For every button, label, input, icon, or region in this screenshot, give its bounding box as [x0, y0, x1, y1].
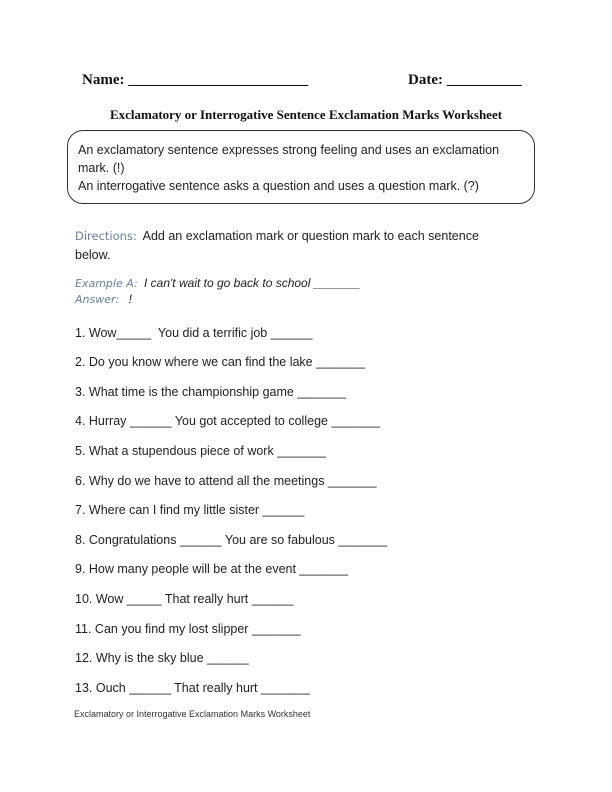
answer-mark: !	[128, 292, 132, 306]
question-3: 3. What time is the championship game _______	[75, 385, 346, 399]
question-4: 4. Hurray ______ You got accepted to college _______	[75, 414, 381, 428]
example-a	[75, 276, 360, 290]
question-9: 9. How many people will be at the event _______	[75, 562, 349, 576]
date-field: Date: __________	[408, 72, 522, 88]
example-label: Example A:	[75, 277, 138, 290]
question-7: 7. Where can I find my little sister ______	[75, 503, 305, 517]
directions-text: Add an exclamation mark or question mark to each sentence below.	[75, 229, 479, 262]
question-5: 5. What a stupendous piece of work _______	[75, 444, 326, 458]
question-1: 1. Wow_____ You did a terrific job ______	[75, 326, 313, 340]
interrogative-definition: An interrogative sentence asks a question and uses a question mark. (?)	[78, 179, 479, 193]
question-2: 2. Do you know where we can find the lake _______	[75, 355, 365, 369]
worksheet-title: Exclamatory or Interrogative Sentence Exclamation Marks Worksheet	[109, 107, 503, 122]
exclamatory-definition: An exclamatory sentence expresses strong feeling and uses an exclamation mark. (!)	[78, 143, 500, 175]
directions	[75, 227, 515, 265]
example-answer	[75, 292, 132, 306]
question-6: 6. Why do we have to attend all the meetings _______	[75, 474, 377, 488]
header-row	[0, 72, 612, 92]
directions-label: Directions:	[75, 229, 137, 243]
question-13: 13. Ouch ______ That really hurt _______	[75, 681, 310, 695]
question-11: 11. Can you find my lost slipper _______	[75, 622, 301, 636]
question-12: 12. Why is the sky blue ______	[75, 651, 249, 665]
name-field: Name: ________________________	[82, 72, 309, 88]
answer-label: Answer:	[75, 293, 120, 306]
question-8: 8. Congratulations ______ You are so fabulous _______	[75, 533, 388, 547]
example-sentence: I can't wait to go back to school _______	[144, 276, 361, 290]
question-10: 10. Wow _____ That really hurt ______	[75, 592, 294, 606]
definition-box	[67, 130, 535, 204]
footer: Exclamatory or Interrogative Exclamation Marks Worksheet	[74, 709, 311, 719]
